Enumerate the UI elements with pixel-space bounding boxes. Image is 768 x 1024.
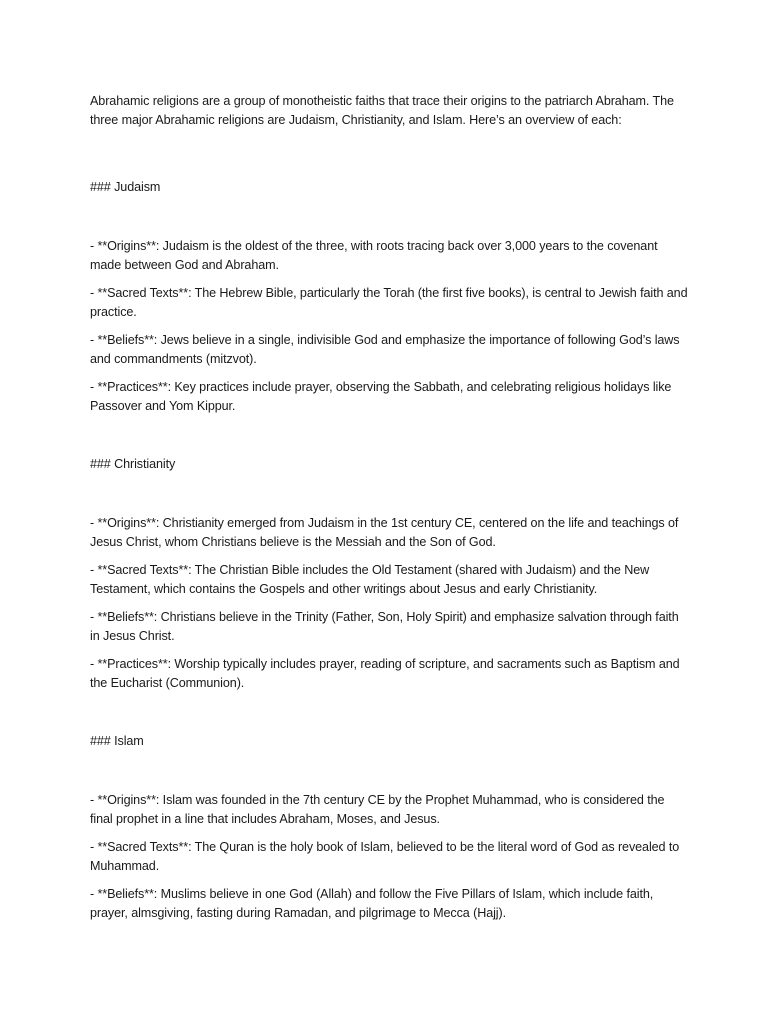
list-item: - **Practices**: Worship typically includes prayer, reading of scripture, and sacraments such as Baptism and the Eucharist (Communion).	[90, 657, 680, 690]
section-spacer	[90, 702, 690, 732]
list-item: - **Beliefs**: Jews believe in a single, indivisible God and emphasize the importance of following God’s laws and commandments (mitzvot).	[90, 333, 680, 366]
section-heading: ### Christianity	[90, 457, 176, 471]
list-item: - **Sacred Texts**: The Quran is the holy book of Islam, believed to be the literal word of God as revealed to Muhammad.	[90, 840, 680, 873]
list-item: - **Sacred Texts**: The Christian Bible includes the Old Testament (shared with Judaism) and the New Testament, which contains the Gospels and other writings about Jesus and early Christianity.	[90, 563, 650, 596]
intro-paragraph: Abrahamic religions are a group of monotheistic faiths that trace their origins to the patriarch Abraham. The three major Abrahamic religions are Judaism, Christianity, and Islam. Here’s an overview of each:	[90, 94, 674, 127]
section-heading: ### Islam	[90, 734, 144, 748]
section-spacer	[90, 425, 690, 455]
list-item: - **Origins**: Judaism is the oldest of the three, with roots tracing back over 3,000 years to the covenant made between God and Abraham.	[90, 239, 658, 272]
section-islam	[90, 732, 690, 923]
section-christianity	[90, 455, 690, 693]
list-item: - **Beliefs**: Muslims believe in one God (Allah) and follow the Five Pillars of Islam, which include faith, prayer, almsgiving, fasting during Ramadan, and pilgrimage to Mecca (Hajj).	[90, 887, 654, 920]
list-item: - **Practices**: Key practices include prayer, observing the Sabbath, and celebrating religious holidays like Passover and Yom Kippur.	[90, 380, 672, 413]
list-item: - **Origins**: Islam was founded in the 7th century CE by the Prophet Muhammad, who is considered the final prophet in a line that includes Abraham, Moses, and Jesus.	[90, 793, 665, 826]
list-item: - **Sacred Texts**: The Hebrew Bible, particularly the Torah (the first five books), is central to Jewish faith and practice.	[90, 286, 688, 319]
list-item: - **Origins**: Christianity emerged from Judaism in the 1st century CE, centered on the life and teachings of Jesus Christ, whom Christians believe is the Messiah and the Son of God.	[90, 516, 679, 549]
list-item: - **Beliefs**: Christians believe in the Trinity (Father, Son, Holy Spirit) and emphasize salvation through faith in Jesus Christ.	[90, 610, 679, 643]
document-body	[90, 92, 690, 932]
section-judaism	[90, 178, 690, 416]
section-heading: ### Judaism	[90, 180, 161, 194]
